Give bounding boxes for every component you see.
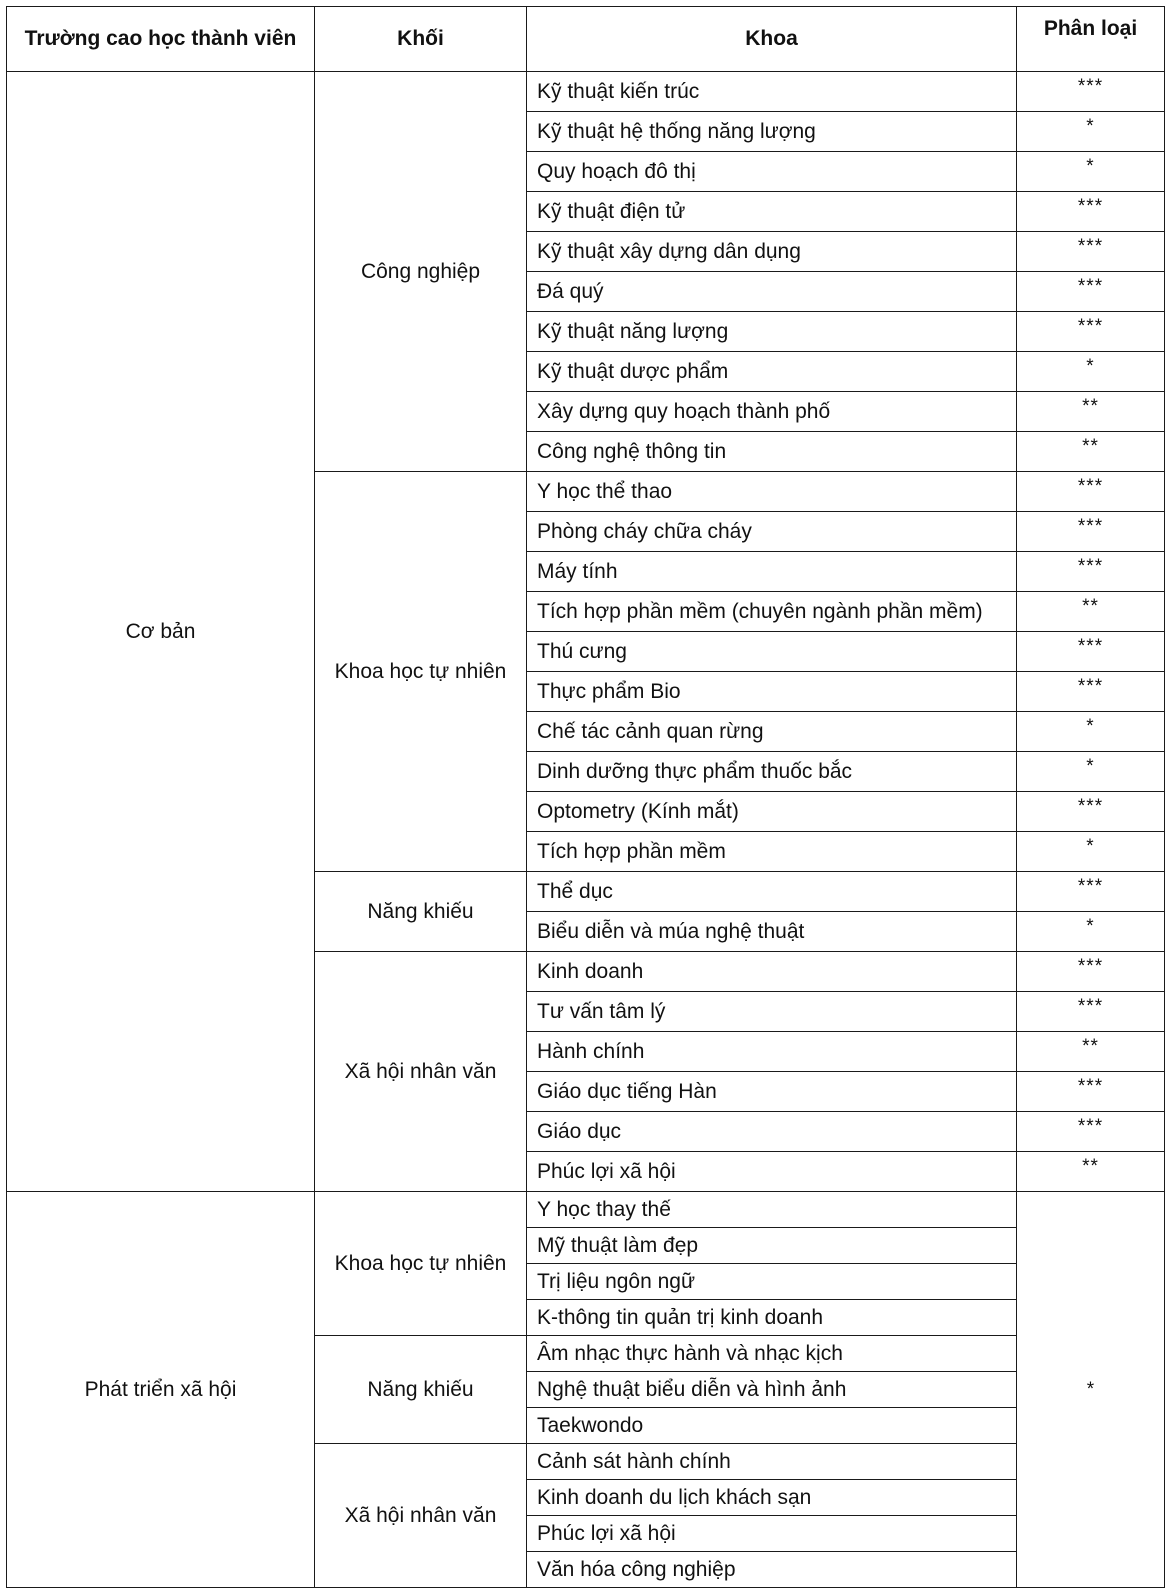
department-name-cell: Cảnh sát hành chính: [527, 1444, 1017, 1480]
department-name-cell: Biểu diễn và múa nghệ thuật: [527, 912, 1017, 952]
department-name-cell: Âm nhạc thực hành và nhạc kịch: [527, 1336, 1017, 1372]
department-name-cell: Mỹ thuật làm đẹp: [527, 1228, 1017, 1264]
department-name-cell: Kỹ thuật xây dựng dân dụng: [527, 232, 1017, 272]
table-row: [7, 1192, 1165, 1228]
rating-cell: ***: [1017, 272, 1165, 312]
rating-cell: *: [1017, 712, 1165, 752]
block-name-cell: Khoa học tự nhiên: [315, 472, 527, 872]
department-name-cell: Chế tác cảnh quan rừng: [527, 712, 1017, 752]
department-name-cell: Kỹ thuật năng lượng: [527, 312, 1017, 352]
block-name-cell: Năng khiếu: [315, 1336, 527, 1444]
header-school: Trường cao học thành viên: [7, 7, 315, 72]
departments-table: [6, 6, 1165, 1588]
department-name-cell: K-thông tin quản trị kinh doanh: [527, 1300, 1017, 1336]
rating-cell: **: [1017, 592, 1165, 632]
school-name-cell: Phát triển xã hội: [7, 1192, 315, 1588]
department-name-cell: Máy tính: [527, 552, 1017, 592]
rating-cell-merged: *: [1017, 1192, 1165, 1588]
department-name-cell: Tích hợp phần mềm (chuyên ngành phần mềm): [527, 592, 1017, 632]
department-name-cell: Nghệ thuật biểu diễn và hình ảnh: [527, 1372, 1017, 1408]
department-name-cell: Giáo dục: [527, 1112, 1017, 1152]
rating-cell: ***: [1017, 192, 1165, 232]
rating-cell: ***: [1017, 232, 1165, 272]
rating-cell: ***: [1017, 952, 1165, 992]
rating-cell: **: [1017, 432, 1165, 472]
department-name-cell: Kinh doanh du lịch khách sạn: [527, 1480, 1017, 1516]
rating-cell: ***: [1017, 472, 1165, 512]
department-name-cell: Optometry (Kính mắt): [527, 792, 1017, 832]
block-name-cell: Năng khiếu: [315, 872, 527, 952]
rating-cell: ***: [1017, 312, 1165, 352]
rating-cell: *: [1017, 832, 1165, 872]
department-name-cell: Thể dục: [527, 872, 1017, 912]
rating-cell: *: [1017, 112, 1165, 152]
rating-cell: *: [1017, 752, 1165, 792]
department-name-cell: Xây dựng quy hoạch thành phố: [527, 392, 1017, 432]
header-rating: Phân loại: [1017, 7, 1165, 72]
header-block: Khối: [315, 7, 527, 72]
school-group-social-development: [7, 1192, 1165, 1588]
rating-cell: **: [1017, 1152, 1165, 1192]
block-name-cell: Khoa học tự nhiên: [315, 1192, 527, 1336]
department-name-cell: Phúc lợi xã hội: [527, 1516, 1017, 1552]
department-name-cell: Kỹ thuật hệ thống năng lượng: [527, 112, 1017, 152]
department-name-cell: Đá quý: [527, 272, 1017, 312]
block-name-cell: Xã hội nhân văn: [315, 952, 527, 1192]
department-name-cell: Kỹ thuật điện tử: [527, 192, 1017, 232]
department-name-cell: Y học thể thao: [527, 472, 1017, 512]
rating-cell: ***: [1017, 792, 1165, 832]
department-name-cell: Kinh doanh: [527, 952, 1017, 992]
rating-cell: ***: [1017, 72, 1165, 112]
department-name-cell: Y học thay thế: [527, 1192, 1017, 1228]
school-group-basic: [7, 72, 1165, 1192]
school-name-cell: Cơ bản: [7, 72, 315, 1192]
block-name-cell: Công nghiệp: [315, 72, 527, 472]
rating-cell: *: [1017, 152, 1165, 192]
rating-cell: *: [1017, 912, 1165, 952]
department-name-cell: Văn hóa công nghiệp: [527, 1552, 1017, 1588]
table-row: [7, 72, 1165, 112]
department-name-cell: Tư vấn tâm lý: [527, 992, 1017, 1032]
rating-cell: **: [1017, 1032, 1165, 1072]
rating-cell: ***: [1017, 672, 1165, 712]
document-page: [6, 6, 1165, 1588]
department-name-cell: Dinh dưỡng thực phẩm thuốc bắc: [527, 752, 1017, 792]
department-name-cell: Kỹ thuật kiến trúc: [527, 72, 1017, 112]
rating-cell: *: [1017, 352, 1165, 392]
rating-cell: ***: [1017, 1112, 1165, 1152]
department-name-cell: Giáo dục tiếng Hàn: [527, 1072, 1017, 1112]
header-department: Khoa: [527, 7, 1017, 72]
rating-cell: ***: [1017, 1072, 1165, 1112]
department-name-cell: Thực phẩm Bio: [527, 672, 1017, 712]
department-name-cell: Tích hợp phần mềm: [527, 832, 1017, 872]
rating-cell: ***: [1017, 872, 1165, 912]
rating-cell: ***: [1017, 512, 1165, 552]
rating-cell: ***: [1017, 632, 1165, 672]
department-name-cell: Kỹ thuật dược phẩm: [527, 352, 1017, 392]
block-name-cell: Xã hội nhân văn: [315, 1444, 527, 1588]
rating-cell: **: [1017, 392, 1165, 432]
department-name-cell: Công nghệ thông tin: [527, 432, 1017, 472]
department-name-cell: Phòng cháy chữa cháy: [527, 512, 1017, 552]
department-name-cell: Taekwondo: [527, 1408, 1017, 1444]
department-name-cell: Trị liệu ngôn ngữ: [527, 1264, 1017, 1300]
department-name-cell: Phúc lợi xã hội: [527, 1152, 1017, 1192]
rating-cell: ***: [1017, 552, 1165, 592]
rating-cell: ***: [1017, 992, 1165, 1032]
department-name-cell: Hành chính: [527, 1032, 1017, 1072]
department-name-cell: Quy hoạch đô thị: [527, 152, 1017, 192]
header-row: [7, 7, 1165, 72]
department-name-cell: Thú cưng: [527, 632, 1017, 672]
